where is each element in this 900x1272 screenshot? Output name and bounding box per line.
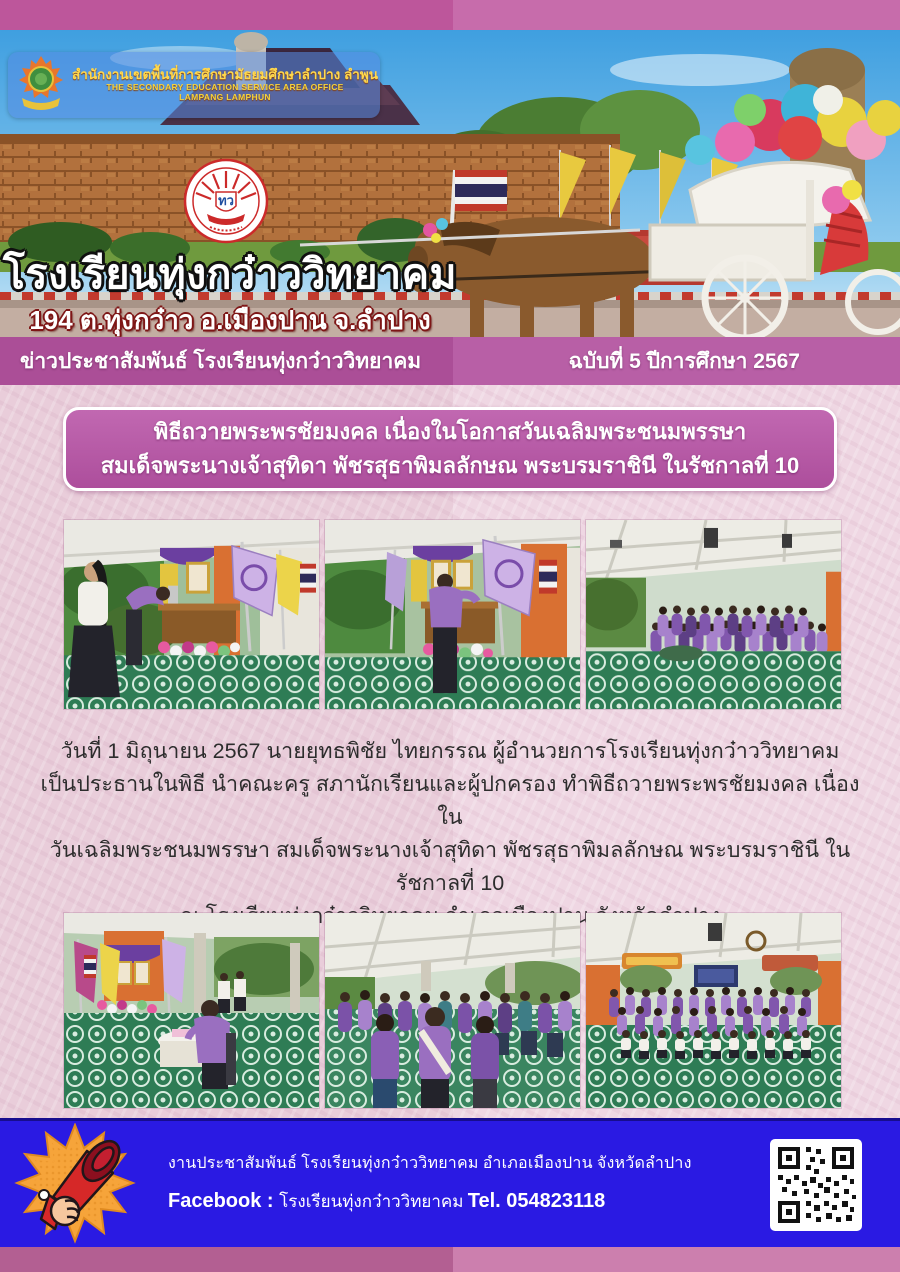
article-line3: วันเฉลิมพระชนมพรรษา สมเด็จพระนางเจ้าสุทิดา พัชรสุธาพิมลลักษณ พระบรมราชินี ในรัชกาลที่ 10 [49,838,851,895]
content-area [0,385,900,1118]
megaphone-icon [14,1123,136,1245]
school-name: โรงเรียนทุ่งกว๋าววิทยาคม [2,251,458,297]
office-emblem-icon [18,56,64,114]
footer-facebook-page: โรงเรียนทุ่งกว๋าววิทยาคม [279,1192,468,1211]
article-line1: วันที่ 1 มิถุนายน 2567 นายยุทธพิชัย ไทยกรรณ ผู้อำนวยการโรงเรียนทุ่งกว๋าววิทยาคม [60,739,840,763]
photo-grid-bottom [64,913,841,1108]
headline-box [63,407,837,491]
footer-facebook-label: Facebook [168,1190,262,1212]
photo-crowd-standing [325,913,580,1108]
photo-ceremony-bow [64,520,319,709]
school-logo-icon [183,158,269,244]
qr-code [770,1139,862,1231]
headline-line2: สมเด็จพระนางเจ้าสุทิดา พัชรสุธาพิมลลักษณ พระบรมราชินี ในรัชกาลที่ 10 [100,453,800,478]
photo-signing-book [64,913,319,1108]
banner-photo [0,30,900,337]
footer-tel: Tel. 054823118 [467,1190,606,1212]
school-logo-monogram: ทว [218,193,234,208]
article-text [40,735,860,933]
footer-separator: : [261,1190,280,1212]
photo-grid-top [64,520,841,709]
article-line2: เป็นประธานในพิธี นำคณะครู สภานักเรียนและผู้ปกครอง ทำพิธีถวายพระพรชัยมงคล เนื่องใน [40,772,860,829]
photo-group-portrait [586,913,841,1108]
office-name-th: สำนักงานเขตพื้นที่การศึกษามัธยมศึกษาลำปาง ลำพูน [72,67,378,83]
top-strip [0,0,900,30]
office-badge [8,52,380,118]
photo-assembly-wide [586,520,841,709]
news-bar-issue: ฉบับที่ 5 ปีการศึกษา 2567 [568,349,800,373]
school-address: 194 ต.ทุ่งกว๋าว อ.เมืองปาน จ.ลำปาง [29,305,431,335]
headline-line1: พิธีถวายพระพรชัยมงคล เนื่องในโอกาสวันเฉลิมพระชนมพรรษา [153,419,747,444]
photo-ceremony-altar [325,520,580,709]
news-bar [0,337,900,385]
footer-line1: งานประชาสัมพันธ์ โรงเรียนทุ่งกว๋าววิทยาคม อำเภอเมืองปาน จังหวัดลำปาง [168,1155,692,1172]
news-bar-title: ข่าวประชาสัมพันธ์ โรงเรียนทุ่งกว๋าววิทยาคม [20,349,422,373]
office-name-en2: LAMPANG LAMPHUN [179,91,271,102]
footer [0,1118,900,1247]
bottom-strip [0,1247,900,1272]
footer-line2 [168,1188,692,1215]
office-name-en1: THE SECONDARY EDUCATION SERVICE AREA OFFICE [106,81,344,92]
article-line4: โรงเรียนทุ่งกว๋าววิทยาคม [205,904,439,928]
